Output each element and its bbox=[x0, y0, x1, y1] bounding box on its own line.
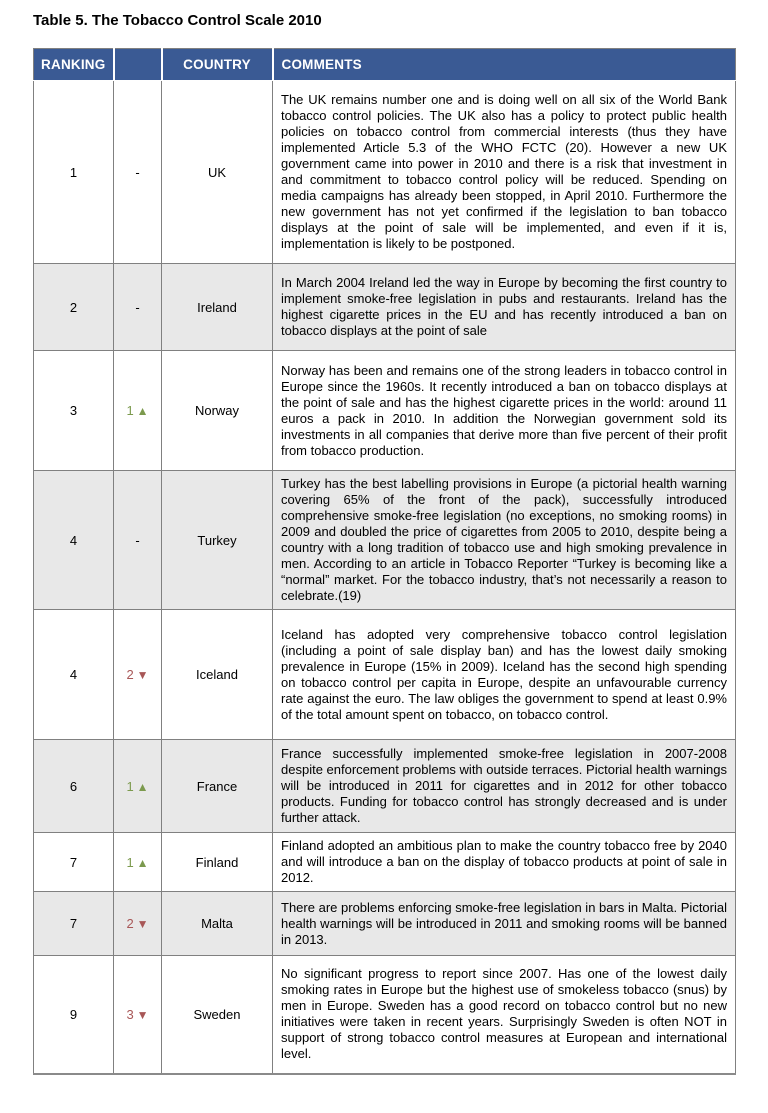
change-cell bbox=[114, 892, 162, 956]
ranking-cell: 6 bbox=[34, 740, 114, 833]
change-cell bbox=[114, 610, 162, 740]
change-value: 1 bbox=[126, 403, 134, 418]
comments-cell: France successfully implemented smoke-free legislation in 2007-2008 despite enforcement problems with outside terraces. Pictorial health warnings will be introduced in 2011 for cigarettes and in 2012 for other tobacco products. Funding for tobacco control has strongly decreased and is under further attack. bbox=[273, 740, 736, 833]
change-cell bbox=[114, 264, 162, 351]
up-arrow-icon: ▲ bbox=[136, 779, 149, 794]
change-value: - bbox=[135, 164, 140, 180]
ranking-cell: 1 bbox=[34, 81, 114, 264]
comments-cell: There are problems enforcing smoke-free legislation in bars in Malta. Pictorial health warnings will be introduced in 2011 and smoking rooms will be banned in 2013. bbox=[273, 892, 736, 956]
up-arrow-icon: ▲ bbox=[136, 855, 149, 870]
ranking-cell: 7 bbox=[34, 833, 114, 892]
country-cell: UK bbox=[162, 81, 273, 264]
down-arrow-icon: ▼ bbox=[136, 668, 149, 682]
country-cell: Sweden bbox=[162, 956, 273, 1074]
comments-cell: Turkey has the best labelling provisions in Europe (a pictorial health warning covering 65% of the front of the pack), successfully introduced comprehensive smoke-free legislation (no exceptions, no smoking rooms) in 2009 and doubled the price of cigarettes from 2005 to 2010, despite being a country with a long tradition of tobacco use and high smoking prevalence in men. According to an article in Tobacco Reporter “Turkey is becoming like a “normal” market. For the tobacco industry, that’s not necessarily a reason to celebrate.(19) bbox=[273, 471, 736, 610]
col-header-comments: COMMENTS bbox=[273, 49, 736, 81]
country-cell: Iceland bbox=[162, 610, 273, 740]
change-cell bbox=[114, 351, 162, 471]
country-cell: Norway bbox=[162, 351, 273, 471]
comments-cell: No significant progress to report since 2007. Has one of the lowest daily smoking rates in Europe but the highest use of smokeless tobacco (snus) by men in Europe. Sweden has a good record on tobacco control but no new initiatives were taken in recent years. Surprisingly Sweden is often NOT in support of strong tobacco control measures at European and international level. bbox=[273, 956, 736, 1074]
table-row-iceland bbox=[34, 610, 736, 740]
comments-cell: The UK remains number one and is doing well on all six of the World Bank tobacco control policies. The UK also has a policy to protect public health policies on tobacco control from commercial interests (thus they have implemented Article 5.3 of the WHO FCTC (20). However a new UK government came into power in 2010 and there is a risk that investment in and commitment to tobacco control policy will be reduced. Spending on media campaigns has already been stopped, in April 2010. Furthermore the new government has not yet confirmed if the legislation to ban tobacco displays at the point of sale will be implemented, and even if it is, implementation is likely to be postponed. bbox=[273, 81, 736, 264]
col-header-country: COUNTRY bbox=[162, 49, 273, 81]
change-cell bbox=[114, 471, 162, 610]
table-row-malta bbox=[34, 892, 736, 956]
change-value: - bbox=[135, 299, 140, 315]
change-value: 1 bbox=[126, 778, 134, 794]
ranking-cell: 7 bbox=[34, 892, 114, 956]
change-cell bbox=[114, 740, 162, 833]
ranking-cell: 9 bbox=[34, 956, 114, 1074]
table-row-turkey bbox=[34, 471, 736, 610]
comments-cell: Norway has been and remains one of the strong leaders in tobacco control in Europe since the 1960s. It recently introduced a ban on tobacco displays at the point of sale and has the highest cigarette prices in the world: around 11 euros a pack in 2010. In addition the Norwegian government sold its investments in all companies that derive more than five percent of their profit from tobacco production. bbox=[273, 351, 736, 471]
col-header-ranking: RANKING bbox=[34, 49, 114, 81]
header-row bbox=[34, 49, 736, 81]
page-title: Table 5. The Tobacco Control Scale 2010 bbox=[33, 12, 322, 29]
change-value: 1 bbox=[126, 854, 134, 870]
comments-cell: Iceland has adopted very comprehensive tobacco control legislation (including a point of sale display ban) and has the lowest daily smoking prevalence in Europe (15% in 2009). Iceland has the second high spending on tobacco control per capita in Europe, despite an unfavourable currency rate against the euro. The law obliges the government to spend at least 0.9% of the total amount spent on tobacco, on tobacco control. bbox=[273, 610, 736, 740]
change-cell bbox=[114, 833, 162, 892]
down-arrow-icon: ▼ bbox=[136, 917, 149, 931]
change-value: 3 bbox=[126, 1006, 134, 1022]
change-value: - bbox=[135, 532, 140, 548]
country-cell: Ireland bbox=[162, 264, 273, 351]
table-row-finland bbox=[34, 833, 736, 892]
change-value: 2 bbox=[126, 667, 134, 682]
country-cell: Malta bbox=[162, 892, 273, 956]
change-value: 2 bbox=[126, 916, 134, 931]
comments-cell: Finland adopted an ambitious plan to make the country tobacco free by 2040 and will introduce a ban on the display of tobacco products at point of sale in 2012. bbox=[273, 833, 736, 892]
down-arrow-icon: ▼ bbox=[136, 1007, 149, 1022]
table-row-ireland bbox=[34, 264, 736, 351]
comments-cell: In March 2004 Ireland led the way in Europe by becoming the first country to implement smoke-free legislation in pubs and restaurants. Ireland has the highest cigarette prices in the EU and has recently introduced a ban on tobacco displays at the point of sale bbox=[273, 264, 736, 351]
ranking-cell: 4 bbox=[34, 471, 114, 610]
ranking-cell: 4 bbox=[34, 610, 114, 740]
country-cell: Finland bbox=[162, 833, 273, 892]
table-row-sweden bbox=[34, 956, 736, 1074]
change-cell bbox=[114, 81, 162, 264]
up-arrow-icon: ▲ bbox=[136, 404, 149, 418]
country-cell: France bbox=[162, 740, 273, 833]
ranking-cell: 2 bbox=[34, 264, 114, 351]
table-row-uk bbox=[34, 81, 736, 264]
table-row-norway bbox=[34, 351, 736, 471]
table-row-france bbox=[34, 740, 736, 833]
tobacco-control-scale-table bbox=[33, 48, 736, 1075]
col-header-change bbox=[114, 49, 162, 81]
country-cell: Turkey bbox=[162, 471, 273, 610]
ranking-cell: 3 bbox=[34, 351, 114, 471]
change-cell bbox=[114, 956, 162, 1074]
